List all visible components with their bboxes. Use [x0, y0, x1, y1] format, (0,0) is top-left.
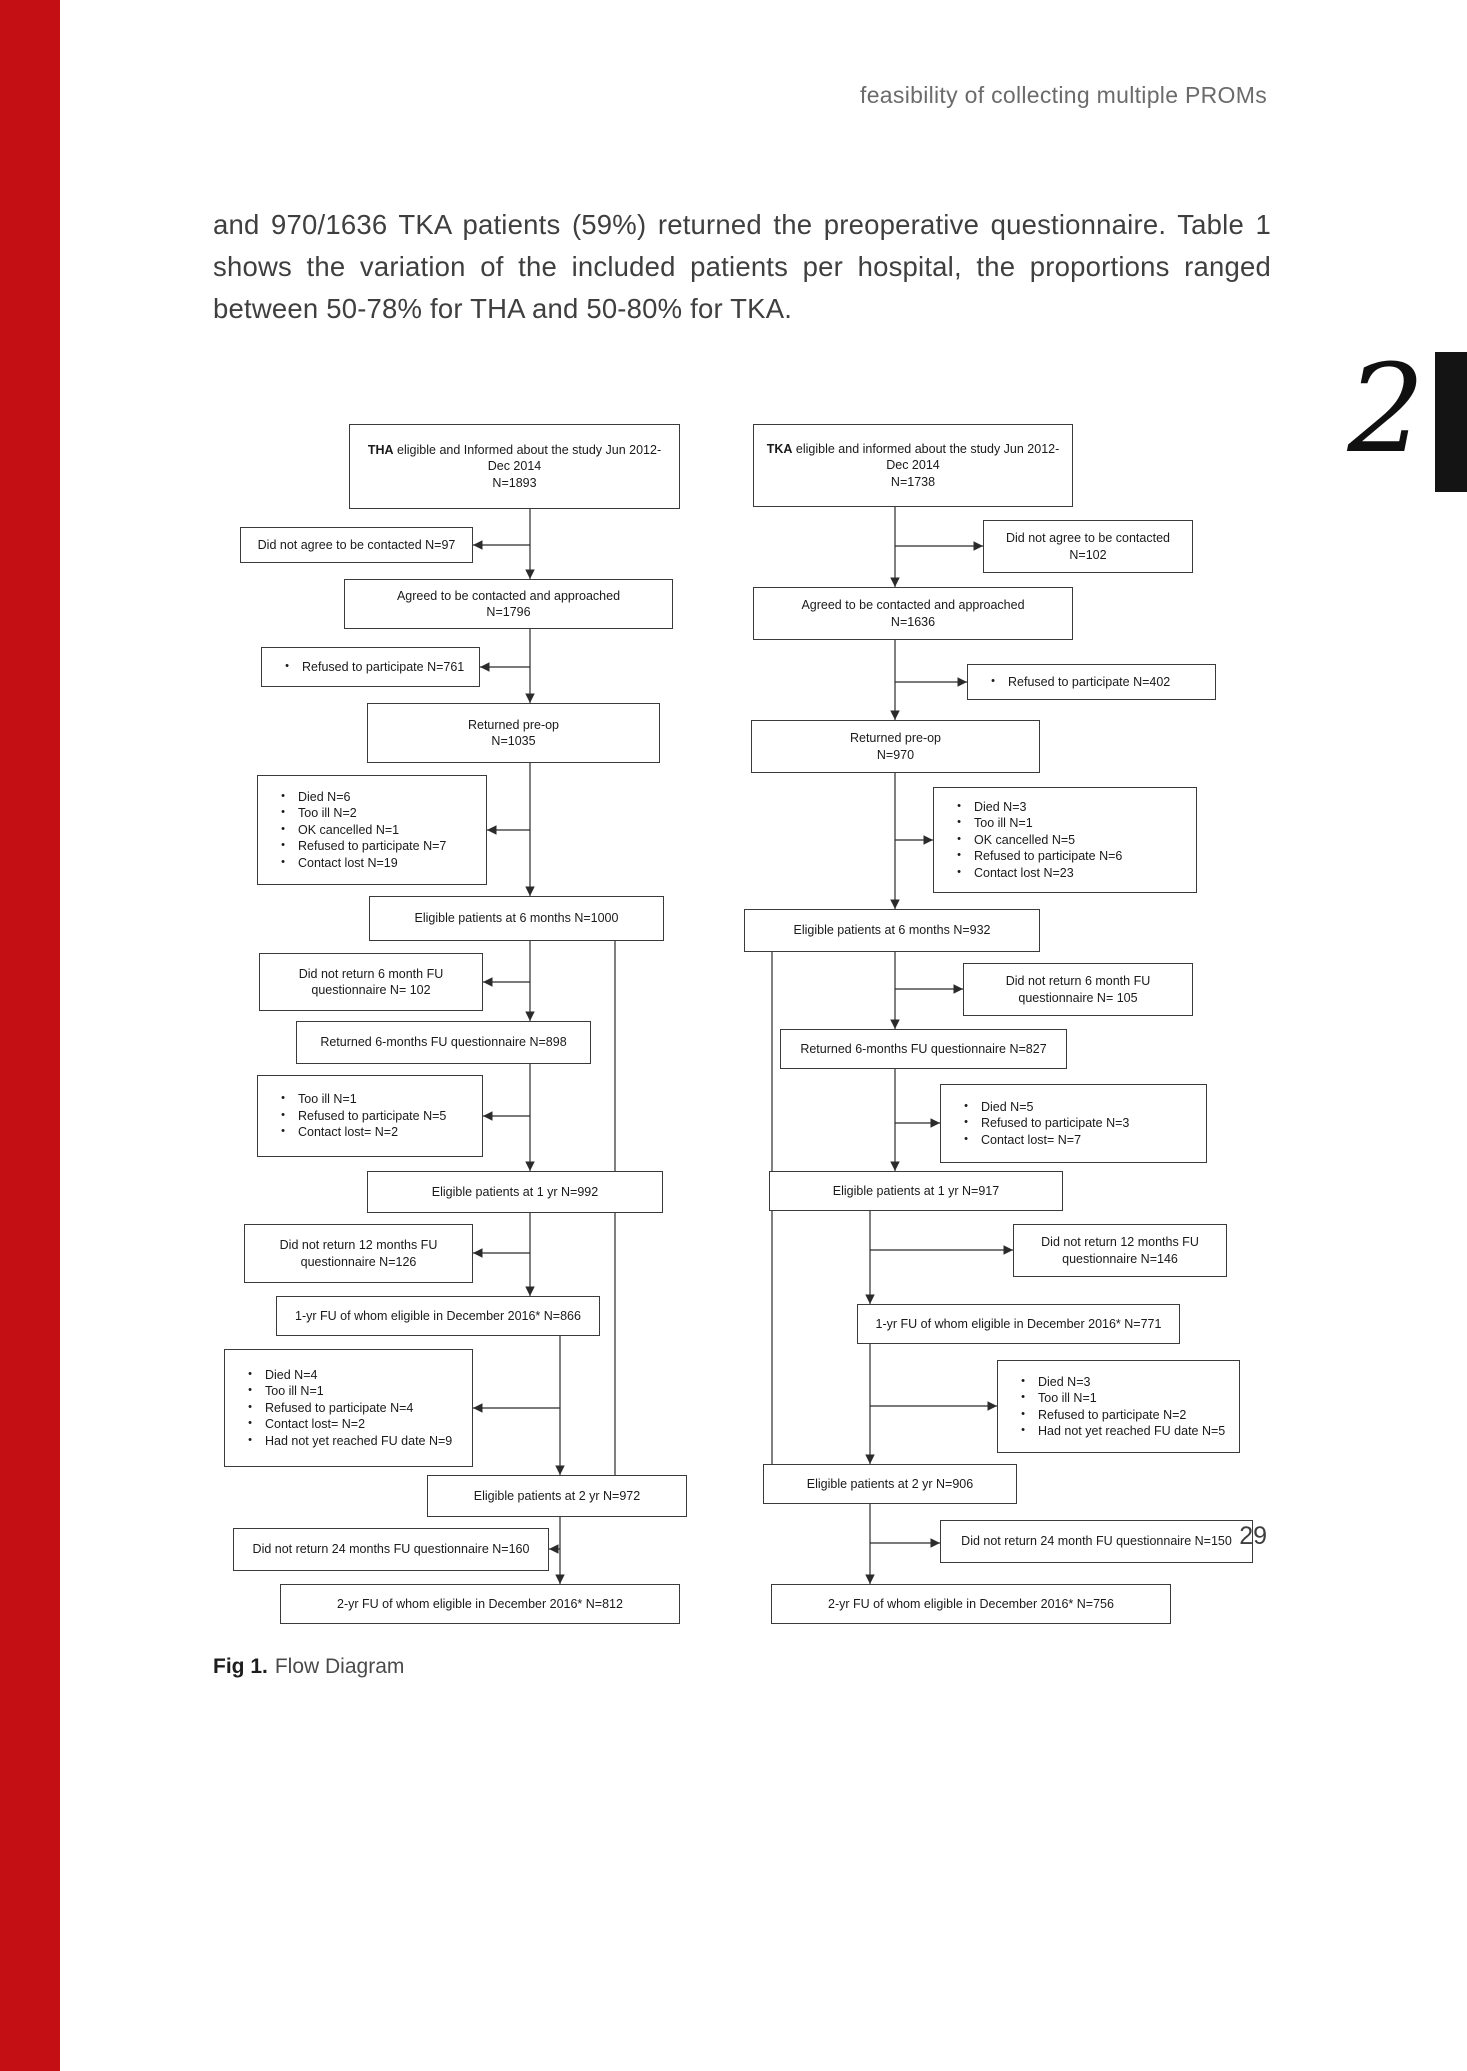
box-tha-agreed	[344, 579, 673, 629]
box-line: questionnaire N= 105	[1018, 990, 1138, 1005]
box-line: Returned pre-op	[849, 731, 942, 745]
bullet-text: Refused to participate N=2	[1038, 1407, 1187, 1422]
bullet-item	[272, 659, 471, 676]
box-tka-losses-6m	[933, 787, 1197, 893]
bullet-icon: •	[1021, 1374, 1025, 1387]
bullet-text: OK cancelled N=1	[298, 822, 400, 837]
box-line: Eligible patients at 6 months N=932	[793, 923, 991, 938]
box-line: TKA eligible and informed about the study Jun 2012-Dec 2014	[766, 441, 1060, 473]
chapter-number: 2	[1347, 338, 1425, 480]
box-line: Eligible patients at 2 yr N=906	[806, 1476, 974, 1491]
box-tha-losses-2yr	[224, 1349, 473, 1467]
box-tha-returned-6m	[296, 1021, 591, 1064]
box-tka-preop	[751, 720, 1040, 773]
body-paragraph: and 970/1636 TKA patients (59%) returned the preoperative questionnaire. Table 1 shows the variation of the included patients per hospital, the proportions ranged between 50-78% for THA and 50-80% for TKA.	[213, 209, 1271, 325]
bullet-icon: •	[1021, 1391, 1025, 1403]
box-line: Did not agree to be contacted N=97	[257, 537, 456, 552]
bullet-icon: •	[964, 1132, 968, 1145]
box-line: Did not return 12 months FU	[279, 1238, 438, 1252]
bullet-item	[1008, 1423, 1231, 1440]
bullet-text: Died N=3	[1038, 1374, 1091, 1389]
box-line: 2-yr FU of whom eligible in December 2016* N=756	[828, 1596, 1114, 1611]
box-line: questionnaire N= 102	[311, 983, 431, 997]
box-line: Did not return 6 month FU	[1005, 974, 1151, 988]
bullet-item	[951, 1099, 1198, 1116]
box-line: Did not return 6 month FU	[298, 966, 444, 981]
bullet-icon: •	[957, 799, 961, 812]
bullet-item	[235, 1383, 464, 1400]
bullet-item	[951, 1132, 1198, 1149]
box-line: questionnaire N=126	[300, 1254, 417, 1269]
bullet-item	[268, 805, 478, 822]
box-line: Returned 6-months FU questionnaire N=898	[320, 1035, 567, 1050]
bullet-item	[268, 838, 478, 855]
bullet-text: Died N=4	[265, 1367, 318, 1382]
bullet-icon: •	[957, 849, 961, 862]
bullet-text: Died N=5	[981, 1099, 1034, 1114]
box-line: Agreed to be contacted and approached	[396, 588, 621, 603]
bullet-item	[268, 822, 478, 839]
bullet-text: Refused to participate N=6	[974, 849, 1123, 864]
bullet-item	[268, 1124, 474, 1141]
box-tka-not-agree	[983, 520, 1193, 573]
figure-caption	[213, 1655, 404, 1679]
box-tha-not-return-12m	[244, 1224, 473, 1283]
bullet-icon: •	[248, 1400, 252, 1413]
box-tha-2yr-fu	[280, 1584, 680, 1624]
bullet-item	[944, 865, 1188, 882]
bullet-icon: •	[281, 822, 285, 835]
bullet-icon: •	[248, 1384, 252, 1397]
bullet-icon: •	[281, 855, 285, 868]
box-tka-eligible-6m	[744, 909, 1040, 952]
box-line: 1-yr FU of whom eligible in December 2016* N=771	[875, 1316, 1162, 1331]
box-line: Returned 6-months FU questionnaire N=827	[800, 1041, 1047, 1056]
figure-caption-label: Fig 1.	[213, 1655, 268, 1678]
bullet-icon: •	[957, 865, 961, 878]
bullet-icon: •	[285, 659, 289, 672]
box-line: N=1796	[486, 605, 531, 619]
box-line: Did not return 12 months FU	[1041, 1235, 1199, 1249]
figure-caption-text: Flow Diagram	[274, 1655, 405, 1678]
bullet-item	[1008, 1374, 1231, 1391]
box-tka-eligible-2yr	[763, 1464, 1017, 1504]
bullet-text: Contact lost N=19	[298, 855, 398, 870]
box-tha-not-agree	[240, 527, 473, 563]
bullet-item	[1008, 1407, 1231, 1424]
box-tka-eligible-1yr	[769, 1171, 1063, 1211]
bullet-text: Contact lost= N=2	[298, 1125, 399, 1140]
bullet-icon: •	[281, 1108, 285, 1121]
bullet-icon: •	[248, 1433, 252, 1446]
box-tka-not-return-6m	[963, 963, 1193, 1016]
bullet-text: Contact lost N=23	[974, 865, 1074, 880]
bullet-text: Too ill N=1	[1038, 1391, 1097, 1405]
box-tha-eligible-6m	[369, 896, 664, 941]
box-tka-informed	[753, 424, 1073, 507]
bullet-text: Contact lost= N=7	[981, 1132, 1082, 1147]
bullet-item	[978, 674, 1207, 691]
bullet-item	[268, 1108, 474, 1125]
bullet-icon: •	[964, 1116, 968, 1129]
bullet-icon: •	[281, 1092, 285, 1105]
bullet-item	[944, 799, 1188, 816]
box-line: Did not return 24 months FU questionnaire N=160	[252, 1542, 530, 1557]
box-tha-not-return-24m	[233, 1528, 549, 1571]
bullet-icon: •	[957, 832, 961, 845]
box-tka-not-return-24m	[940, 1520, 1253, 1563]
bullet-icon: •	[1021, 1424, 1025, 1436]
bullet-text: Died N=3	[974, 799, 1027, 814]
bullet-icon: •	[964, 1099, 968, 1112]
bullet-text: Refused to participate N=761	[302, 659, 465, 674]
box-line: Did not agree to be contacted	[1005, 531, 1170, 545]
box-tka-refused	[967, 664, 1216, 700]
box-tka-losses-1yr	[940, 1084, 1207, 1163]
box-line: N=1035	[491, 734, 536, 748]
box-line: Eligible patients at 1 yr N=917	[832, 1183, 1000, 1198]
bullet-text: Too ill N=1	[298, 1092, 357, 1107]
box-tha-losses-6m	[257, 775, 487, 885]
box-line: THA eligible and Informed about the study Jun 2012-Dec 2014	[367, 442, 662, 474]
bullet-icon: •	[248, 1367, 252, 1380]
box-tha-losses-1yr	[257, 1075, 483, 1157]
bullet-text: Died N=6	[298, 789, 351, 804]
box-tha-1yr-fu	[276, 1296, 600, 1336]
box-line: Eligible patients at 6 months N=1000	[414, 911, 619, 926]
box-line: N=1738	[890, 474, 936, 489]
bullet-item	[235, 1416, 464, 1433]
bullet-icon: •	[281, 839, 285, 852]
bullet-item	[268, 855, 478, 872]
bullet-icon: •	[248, 1417, 252, 1430]
bullet-item	[1008, 1390, 1231, 1407]
box-line: Eligible patients at 2 yr N=972	[473, 1488, 641, 1503]
box-line: questionnaire N=146	[1062, 1251, 1178, 1266]
bullet-item	[235, 1367, 464, 1384]
running-header: feasibility of collecting multiple PROMs	[860, 82, 1267, 108]
box-line: 2-yr FU of whom eligible in December 2016* N=812	[337, 1596, 623, 1611]
bullet-item	[235, 1400, 464, 1417]
bullet-icon: •	[281, 789, 285, 802]
box-line: N=102	[1069, 547, 1107, 562]
box-line: N=1636	[890, 614, 936, 629]
bullet-item	[944, 848, 1188, 865]
bullet-item	[944, 815, 1188, 832]
bullet-text: Too ill N=1	[974, 816, 1033, 831]
box-line: N=1893	[492, 475, 537, 490]
bullet-text: Too ill N=1	[265, 1384, 324, 1399]
box-line: Eligible patients at 1 yr N=992	[431, 1184, 599, 1199]
box-tka-not-return-12m	[1013, 1224, 1227, 1277]
box-line: Agreed to be contacted and approached	[801, 598, 1025, 612]
box-tha-refused	[261, 647, 480, 687]
box-tka-returned-6m	[780, 1029, 1067, 1069]
box-tka-2yr-fu	[771, 1584, 1171, 1624]
bullet-text: OK cancelled N=5	[974, 832, 1076, 847]
bullet-icon: •	[957, 816, 961, 829]
box-tka-agreed	[753, 587, 1073, 640]
bullet-text: Too ill N=2	[298, 806, 357, 821]
bullet-item	[268, 1091, 474, 1108]
box-tha-eligible-2yr	[427, 1475, 687, 1517]
box-line: Returned pre-op	[467, 717, 560, 732]
bullet-text: Refused to participate N=4	[265, 1400, 414, 1415]
bullet-item	[268, 789, 478, 806]
bullet-item	[944, 832, 1188, 849]
bullet-text: Refused to participate N=7	[298, 839, 447, 854]
bullet-icon: •	[281, 1125, 285, 1138]
bullet-text: Refused to participate N=5	[298, 1108, 447, 1123]
bullet-text: Had not yet reached FU date N=5	[1038, 1424, 1226, 1438]
bullet-text: Refused to participate N=402	[1008, 674, 1171, 689]
box-tka-losses-2yr	[997, 1360, 1240, 1453]
bullet-text: Contact lost= N=2	[265, 1417, 366, 1432]
bullet-icon: •	[991, 674, 995, 687]
box-tha-not-return-6m	[259, 953, 483, 1011]
box-tha-informed	[349, 424, 680, 509]
bullet-text: Had not yet reached FU date N=9	[265, 1433, 453, 1448]
box-line: Did not return 24 month FU questionnaire N=150	[961, 1534, 1232, 1549]
bullet-icon: •	[1021, 1407, 1025, 1420]
box-tka-1yr-fu	[857, 1304, 1180, 1344]
box-tha-eligible-1yr	[367, 1171, 663, 1213]
page-number: 29	[1239, 1522, 1267, 1550]
bullet-item	[235, 1433, 464, 1450]
box-line: 1-yr FU of whom eligible in December 2016* N=866	[295, 1308, 581, 1323]
bullet-icon: •	[281, 806, 285, 819]
box-line: N=970	[876, 747, 915, 762]
bullet-text: Refused to participate N=3	[981, 1116, 1130, 1131]
bullet-item	[951, 1115, 1198, 1132]
box-tha-preop	[367, 703, 660, 763]
